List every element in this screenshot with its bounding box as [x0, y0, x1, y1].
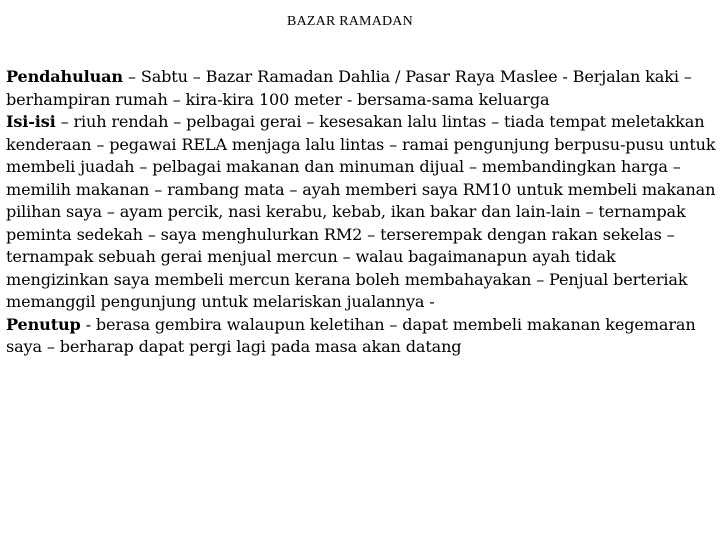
- section-penutup: [6, 314, 722, 359]
- section-isi-isi: [6, 111, 722, 314]
- slide-body: [6, 66, 722, 359]
- section-text: – Sabtu – Bazar Ramadan Dahlia / Pasar Raya Maslee - Berjalan kaki – berhampiran rumah – kira-kira 100 meter - bersama-sama keluarga: [6, 67, 692, 109]
- section-heading: Isi-isi: [6, 112, 56, 131]
- section-heading: Penutup: [6, 314, 81, 334]
- slide-title: BAZAR RAMADAN: [287, 14, 413, 29]
- section-text: – riuh rendah – pelbagai gerai – kesesakan lalu lintas – tiada tempat meletakkan kenderaan – pegawai RELA menjaga lalu lintas – ramai pengunjung berpusu-pusu untuk membeli juadah – pelbagai makanan dan minuman dijual – membandingkan harga – memilih makanan – rambang mata – ayah memberi saya RM10 untuk membeli makanan pilihan saya – ayam percik, nasi kerabu, kebab, ikan bakar dan lain-lain – ternampak peminta sedekah – saya menghulurkan RM2 – terserempak dengan rakan sekelas – ternampak sebuah gerai menjual mercun – walau bagaimanapun ayah tidak mengizinkan saya membeli mercun kerana boleh membahayakan – Penjual berteriak memanggil pengunjung untuk melariskan jualannya -: [6, 112, 716, 311]
- section-text: - berasa gembira walaupun keletihan – dapat membeli makanan kegemaran saya – berharap dapat pergi lagi pada masa akan datang: [6, 314, 696, 356]
- section-pendahuluan: [6, 66, 722, 111]
- section-heading: Pendahuluan: [6, 67, 123, 86]
